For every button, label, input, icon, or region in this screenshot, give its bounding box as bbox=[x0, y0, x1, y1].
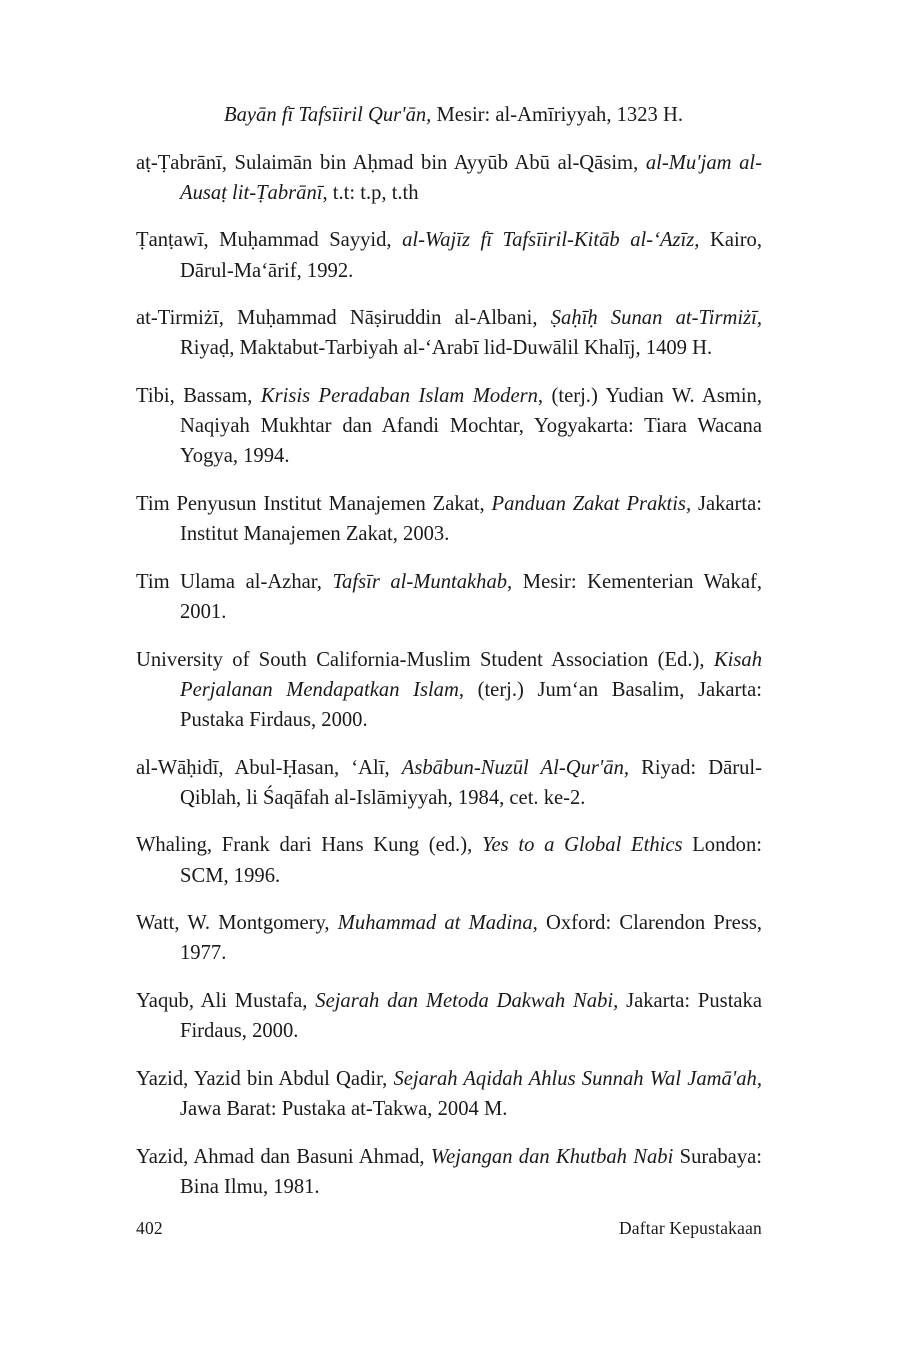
bibliography-entry bbox=[136, 567, 762, 627]
entry-text: Kairo, Dārul-Ma‘ārif, 1992. bbox=[180, 229, 762, 282]
entry-title-italic: Bayān fī Tafsīiril Qur'ān, bbox=[224, 104, 432, 126]
entry-text: at-Tirmiżī, Muḥammad Nāṣiruddin al-Albani, bbox=[136, 307, 551, 330]
bibliography-entry bbox=[136, 908, 762, 968]
entry-text: University of South California-Muslim Student Association (Ed.), bbox=[136, 648, 714, 671]
entry-title-italic: Wejangan dan Khutbah Nabi bbox=[430, 1145, 674, 1168]
entry-text: Jakarta: Institut Manajemen Zakat, 2003. bbox=[180, 493, 762, 546]
entry-title-italic: Kisah Perjalanan Mendapatkan Islam bbox=[180, 648, 762, 701]
bibliography-entry bbox=[136, 100, 762, 130]
bibliography-entry bbox=[136, 986, 762, 1046]
page-number: 402 bbox=[136, 1218, 163, 1238]
entry-text: Tim Penyusun Institut Manajemen Zakat, bbox=[136, 493, 492, 516]
bibliography-entry bbox=[136, 303, 762, 363]
entry-text: Yazid, Yazid bin Abdul Qadir, bbox=[136, 1067, 394, 1090]
entry-title-italic: Panduan Zakat Praktis, bbox=[491, 493, 692, 516]
bibliography-entry bbox=[136, 830, 762, 890]
entry-title-italic: Yes to a Global Ethics bbox=[481, 834, 683, 857]
entry-title-italic: Sejarah dan Metoda Dakwah Nabi, bbox=[315, 990, 619, 1013]
entry-text: , (terj.) Yudian W. Asmin, Naqiyah Mukhtar dan Afandi Mochtar, Yogyakarta: Tiara Wacana Yogya, 1994. bbox=[180, 385, 762, 468]
bibliography-entry bbox=[136, 1064, 762, 1124]
bibliography-entry bbox=[136, 225, 762, 285]
entry-title-italic: Ṣaḥīḥ Sunan at-Tirmiżī, bbox=[550, 307, 762, 330]
entry-text: Riyad: Dārul-Qiblah, li Śaqāfah al-Islāmiyyah, 1984, cet. ke-2. bbox=[180, 756, 762, 809]
bibliography-entry bbox=[136, 489, 762, 549]
bibliography-entry bbox=[136, 645, 762, 735]
entry-text: Riyaḍ, Maktabut-Tarbiyah al-‘Arabī lid-Duwālil Khalīj, 1409 H. bbox=[180, 337, 713, 360]
entry-text: Ṭanṭawī, Muḥammad Sayyid, bbox=[136, 229, 403, 252]
entry-title-italic: al-Wajīz fī Tafsīiril-Kitāb al-‘Azīz, bbox=[402, 229, 700, 252]
bibliography-entry bbox=[136, 1142, 762, 1202]
entry-text: Jakarta: Pustaka Firdaus, 2000. bbox=[180, 990, 762, 1043]
entry-text: Tibi, Bassam, bbox=[136, 385, 261, 408]
entry-title-italic: Sejarah Aqidah Ahlus Sunnah Wal Jamā'ah, bbox=[393, 1067, 762, 1090]
entry-text: Watt, W. Montgomery, bbox=[136, 912, 338, 935]
entry-text: Yazid, Ahmad dan Basuni Ahmad, bbox=[136, 1145, 431, 1168]
entry-title-italic: Muhammad at Madina, bbox=[337, 912, 538, 935]
entry-title-italic: al-Mu'jam al-Ausaṭ lit-Ṭabrānī bbox=[180, 151, 762, 204]
entry-text: , t.t: t.p, t.th bbox=[322, 181, 419, 204]
bibliography-entry bbox=[136, 148, 762, 208]
bibliography-entry bbox=[136, 381, 762, 471]
entry-text: aṭ-Ṭabrānī, Sulaimān bin Aḥmad bin Ayyūb Abū al-Qāsim, bbox=[136, 151, 646, 174]
entry-text: Mesir: al-Amīriyyah, 1323 H. bbox=[431, 104, 683, 126]
entry-text: Surabaya: Bina Ilmu, 1981. bbox=[180, 1145, 762, 1198]
entry-text: Oxford: Clarendon Press, 1977. bbox=[180, 912, 762, 965]
entry-text: London: SCM, 1996. bbox=[180, 834, 762, 887]
entry-text: Mesir: Kementerian Wakaf, 2001. bbox=[180, 570, 762, 624]
entry-title-italic: Tafsīr al-Muntakhab, bbox=[332, 570, 513, 593]
entry-text: , (terj.) Jum‘an Basalim, Jakarta: Pustaka Firdaus, 2000. bbox=[180, 678, 762, 731]
bibliography-entry bbox=[136, 753, 762, 813]
entry-title-italic: Asbābun-Nuzūl Al-Qur'ān, bbox=[401, 756, 630, 779]
entry-text: Yaqub, Ali Mustafa, bbox=[136, 990, 316, 1013]
footer-section-name: Daftar Kepustakaan bbox=[618, 1218, 762, 1238]
bibliography-list bbox=[136, 100, 762, 1202]
entry-text: Jawa Barat: Pustaka at-Takwa, 2004 M. bbox=[180, 1098, 508, 1121]
page-footer bbox=[136, 1218, 762, 1239]
entry-text: Whaling, Frank dari Hans Kung (ed.), bbox=[136, 834, 482, 857]
entry-text: al-Wāḥidī, Abul-Ḥasan, ‘Alī, bbox=[136, 756, 402, 779]
entry-title-italic: Krisis Peradaban Islam Modern bbox=[260, 385, 538, 408]
entry-text: Tim Ulama al-Azhar, bbox=[136, 570, 333, 593]
